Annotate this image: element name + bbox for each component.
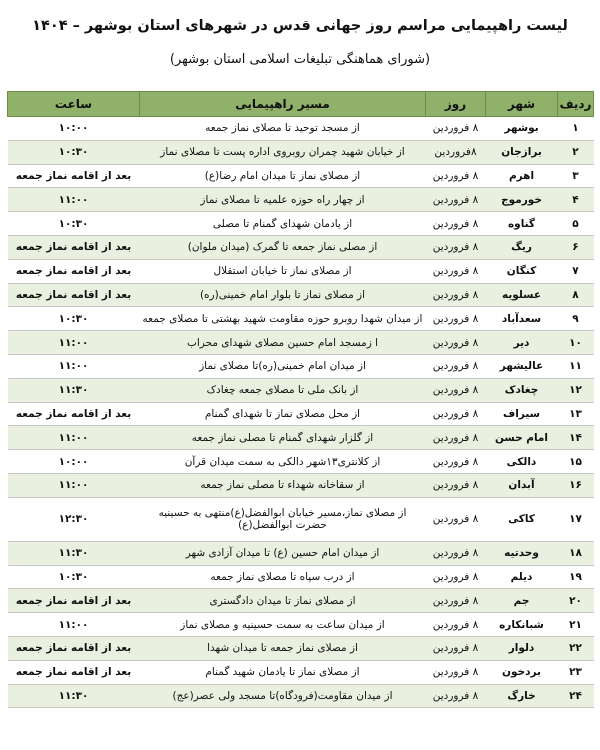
cell-time: ۱۰:۳۰ — [8, 140, 140, 164]
cell-city: برازجان — [486, 140, 558, 164]
table-row — [8, 450, 594, 474]
cell-time: ۱۰:۳۰ — [8, 307, 140, 331]
cell-row-number: ۱۸ — [558, 541, 594, 565]
table-row — [8, 541, 594, 565]
column-header-row-number: ردیف — [558, 92, 594, 117]
cell-city: خارگ — [486, 684, 558, 708]
cell-city: دیر — [486, 331, 558, 355]
cell-day: ۸ فروردین — [426, 565, 486, 589]
cell-time: ۱۱:۰۰ — [8, 331, 140, 355]
cell-city: سعدآباد — [486, 307, 558, 331]
cell-city: عالیشهر — [486, 354, 558, 378]
cell-row-number: ۷ — [558, 259, 594, 283]
cell-day: ۸ فروردین — [426, 259, 486, 283]
cell-day: ۸ فروردین — [426, 235, 486, 259]
cell-day: ۸ فروردین — [426, 402, 486, 426]
cell-day: ۸ فروردین — [426, 660, 486, 684]
column-header-city: شهر — [486, 92, 558, 117]
cell-row-number: ۱۲ — [558, 378, 594, 402]
document-title: لیست راهپیمایی مراسم روز جهانی قدس در شهرهای استان بوشهر – ۱۴۰۴ — [32, 18, 568, 34]
cell-day: ۸ فروردین — [426, 283, 486, 307]
cell-city: کاکی — [486, 497, 558, 541]
cell-day: ۸ فروردین — [426, 426, 486, 450]
table-row — [8, 636, 594, 660]
table-row — [8, 402, 594, 426]
cell-time: بعد از اقامه نماز جمعه — [8, 402, 140, 426]
column-header-route: مسیر راهپیمایی — [140, 92, 426, 117]
cell-time: بعد از اقامه نماز جمعه — [8, 636, 140, 660]
cell-time: ۱۱:۰۰ — [8, 613, 140, 637]
cell-city: چغادک — [486, 378, 558, 402]
cell-city: دالکی — [486, 450, 558, 474]
cell-city: ریگ — [486, 235, 558, 259]
cell-time: بعد از اقامه نماز جمعه — [8, 589, 140, 613]
column-header-time: ساعت — [8, 92, 140, 117]
cell-day: ۸ فروردین — [426, 497, 486, 541]
cell-row-number: ۱۹ — [558, 565, 594, 589]
cell-route: از درب سپاه تا مصلای نماز جمعه — [140, 565, 426, 589]
cell-time: ۱۰:۳۰ — [8, 212, 140, 236]
cell-day: ۸ فروردین — [426, 307, 486, 331]
cell-time: بعد از اقامه نماز جمعه — [8, 164, 140, 188]
cell-city: جم — [486, 589, 558, 613]
cell-city: امام حسن — [486, 426, 558, 450]
cell-row-number: ۹ — [558, 307, 594, 331]
table-row — [8, 235, 594, 259]
cell-time: بعد از اقامه نماز جمعه — [8, 660, 140, 684]
cell-city: عسلویه — [486, 283, 558, 307]
cell-day: ۸ فروردین — [426, 589, 486, 613]
cell-day: ۸ فروردین — [426, 117, 486, 141]
cell-day: ۸ فروردین — [426, 331, 486, 355]
table-row — [8, 497, 594, 541]
cell-route: از گلزار شهدای گمنام تا مصلی نماز جمعه — [140, 426, 426, 450]
cell-route: از یادمان شهدای گمنام تا مصلی — [140, 212, 426, 236]
table-row — [8, 307, 594, 331]
cell-day: ۸ فروردین — [426, 473, 486, 497]
table-row — [8, 283, 594, 307]
cell-city: گناوه — [486, 212, 558, 236]
table-row — [8, 589, 594, 613]
cell-route: از بانک ملی تا مصلای جمعه چغادک — [140, 378, 426, 402]
cell-day: ۸ فروردین — [426, 684, 486, 708]
cell-route: از مصلای نماز تا یادمان شهید گمنام — [140, 660, 426, 684]
cell-row-number: ۱۶ — [558, 473, 594, 497]
table-row — [8, 473, 594, 497]
cell-time: ۱۲:۳۰ — [8, 497, 140, 541]
cell-time: ۱۱:۳۰ — [8, 684, 140, 708]
cell-route: از کلانتری۱۳شهر دالکی به سمت میدان قرآن — [140, 450, 426, 474]
cell-row-number: ۳ — [558, 164, 594, 188]
cell-row-number: ۲۰ — [558, 589, 594, 613]
cell-city: آبدان — [486, 473, 558, 497]
cell-row-number: ۱ — [558, 117, 594, 141]
table-body — [8, 117, 594, 708]
cell-time: ۱۰:۳۰ — [8, 565, 140, 589]
table-row — [8, 613, 594, 637]
table-row — [8, 565, 594, 589]
cell-city: وحدتیه — [486, 541, 558, 565]
table-row — [8, 117, 594, 141]
table-row — [8, 426, 594, 450]
cell-row-number: ۱۳ — [558, 402, 594, 426]
cell-city: شبانکاره — [486, 613, 558, 637]
cell-day: ۸ فروردین — [426, 188, 486, 212]
table-row — [8, 140, 594, 164]
cell-time: ۱۰:۰۰ — [8, 450, 140, 474]
cell-row-number: ۲ — [558, 140, 594, 164]
cell-route: از مصلای نماز تا میدان دادگستری — [140, 589, 426, 613]
cell-route: از میدان ساعت به سمت حسینیه و مصلای نماز — [140, 613, 426, 637]
cell-route: از خیابان شهید چمران روبروی اداره پست تا مصلای نماز — [140, 140, 426, 164]
cell-route: از چهار راه حوزه علمیه تا مصلای نماز — [140, 188, 426, 212]
cell-day: ۸ فروردین — [426, 212, 486, 236]
cell-route: از مصلی نماز جمعه تا گمرک (میدان ملوان) — [140, 235, 426, 259]
cell-route: ا زمسجد امام حسین مصلای شهدای محراب — [140, 331, 426, 355]
cell-row-number: ۱۱ — [558, 354, 594, 378]
cell-city: دلوار — [486, 636, 558, 660]
table-row — [8, 354, 594, 378]
column-header-day: روز — [426, 92, 486, 117]
cell-time: ۱۱:۰۰ — [8, 426, 140, 450]
cell-row-number: ۱۵ — [558, 450, 594, 474]
cell-route: از میدان مقاومت(فرودگاه)تا مسجد ولی عصر(عج) — [140, 684, 426, 708]
cell-route: از مصلای نماز،مسیر خیابان ابوالفضل(ع)منتهی به حسینیه حضرت ابوالفضل(ع) — [140, 497, 426, 541]
cell-day: ۸ فروردین — [426, 613, 486, 637]
table-row — [8, 378, 594, 402]
cell-row-number: ۲۲ — [558, 636, 594, 660]
cell-row-number: ۴ — [558, 188, 594, 212]
cell-city: کنگان — [486, 259, 558, 283]
cell-route: از مسجد توحید تا مصلای نماز جمعه — [140, 117, 426, 141]
cell-route: از مصلای نماز تا بلوار امام خمینی(ره) — [140, 283, 426, 307]
cell-route: از میدان شهدا روبرو حوزه مقاومت شهید بهشتی تا مصلای جمعه — [140, 307, 426, 331]
cell-route: از میدان امام خمینی(ره)تا مصلای نماز — [140, 354, 426, 378]
cell-day: ۸ فروردین — [426, 378, 486, 402]
cell-row-number: ۵ — [558, 212, 594, 236]
cell-row-number: ۱۰ — [558, 331, 594, 355]
cell-day: ۸ فروردین — [426, 450, 486, 474]
table-row — [8, 212, 594, 236]
routes-table — [7, 91, 594, 708]
cell-day: ۸ فروردین — [426, 636, 486, 660]
cell-time: بعد از اقامه نماز جمعه — [8, 259, 140, 283]
cell-time: بعد از اقامه نماز جمعه — [8, 235, 140, 259]
cell-route: از مصلای نماز جمعه تا میدان شهدا — [140, 636, 426, 660]
table-row — [8, 259, 594, 283]
cell-time: ۱۱:۰۰ — [8, 354, 140, 378]
cell-time: ۱۰:۰۰ — [8, 117, 140, 141]
cell-time: ۱۱:۰۰ — [8, 473, 140, 497]
cell-time: ۱۱:۰۰ — [8, 188, 140, 212]
cell-route: از میدان امام حسین (ع) تا میدان آزادی شهر — [140, 541, 426, 565]
cell-day: ۸ فروردین — [426, 541, 486, 565]
cell-city: دیلم — [486, 565, 558, 589]
document-subtitle: (شورای هماهنگی تبلیغات اسلامی استان بوشهر) — [169, 52, 431, 67]
cell-row-number: ۱۷ — [558, 497, 594, 541]
cell-row-number: ۲۳ — [558, 660, 594, 684]
cell-city: سیراف — [486, 402, 558, 426]
cell-day: ۸ فروردین — [426, 164, 486, 188]
cell-city: خورموج — [486, 188, 558, 212]
table-row — [8, 660, 594, 684]
cell-city: بردخون — [486, 660, 558, 684]
cell-time: ۱۱:۳۰ — [8, 378, 140, 402]
cell-row-number: ۱۴ — [558, 426, 594, 450]
cell-time: بعد از اقامه نماز جمعه — [8, 283, 140, 307]
table-row — [8, 331, 594, 355]
cell-route: از مصلای نماز تا میدان امام رضا(ع) — [140, 164, 426, 188]
cell-route: از محل مصلای نماز تا شهدای گمنام — [140, 402, 426, 426]
cell-row-number: ۸ — [558, 283, 594, 307]
cell-time: ۱۱:۳۰ — [8, 541, 140, 565]
table-row — [8, 164, 594, 188]
cell-day: ۸فروردین — [426, 140, 486, 164]
cell-row-number: ۲۴ — [558, 684, 594, 708]
cell-city: اهرم — [486, 164, 558, 188]
table-row — [8, 188, 594, 212]
cell-day: ۸ فروردین — [426, 354, 486, 378]
cell-route: از سقاخانه شهداء تا مصلی نماز جمعه — [140, 473, 426, 497]
cell-route: از مصلای نماز تا خیابان استقلال — [140, 259, 426, 283]
table-header-row — [8, 92, 594, 117]
table-row — [8, 684, 594, 708]
cell-city: بوشهر — [486, 117, 558, 141]
cell-row-number: ۶ — [558, 235, 594, 259]
cell-row-number: ۲۱ — [558, 613, 594, 637]
